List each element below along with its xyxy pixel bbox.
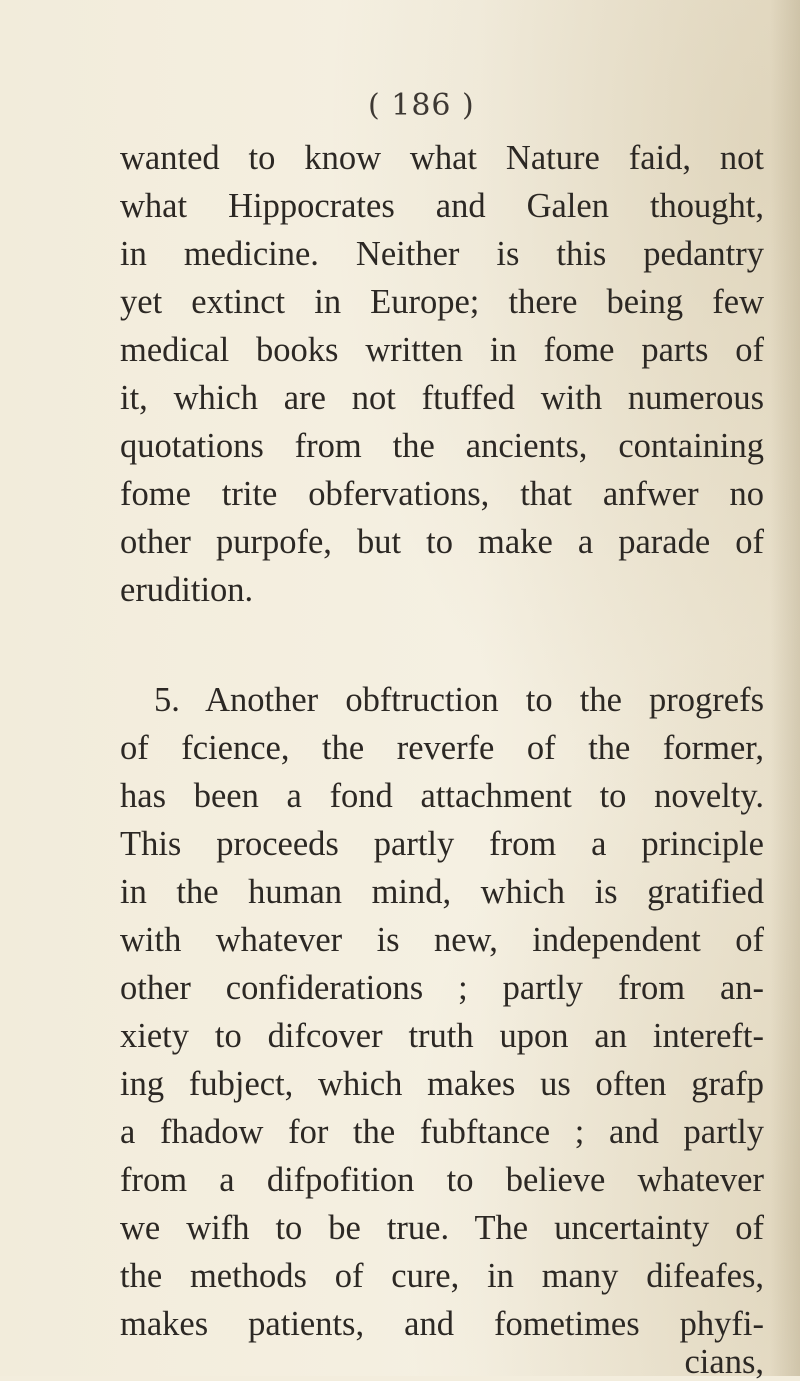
text-line: This proceeds partly from a principle xyxy=(120,825,764,863)
text-line: in the human mind, which is gratified xyxy=(120,873,764,911)
text-line: quotations from the ancients, containing xyxy=(120,427,764,465)
text-line: it, which are not ftuffed with numerous xyxy=(120,379,764,417)
text-line: medical books written in fome parts of xyxy=(120,331,764,369)
text-line: ing fubject, which makes us often grafp xyxy=(120,1065,764,1103)
text-line: a fhadow for the fubftance ; and partly xyxy=(120,1113,764,1151)
text-line: from a difpofition to believe whatever xyxy=(120,1161,764,1199)
text-line: other purpofe, but to make a parade of xyxy=(120,523,764,561)
text-line: erudition. xyxy=(120,571,254,609)
text-line: fome trite obfervations, that anfwer no xyxy=(120,475,764,513)
text-line: of fcience, the reverfe of the former, xyxy=(120,729,764,767)
text-line: wanted to know what Nature faid, not xyxy=(120,139,764,177)
text-line: with whatever is new, independent of xyxy=(120,921,764,959)
text-line: other confiderations ; partly from an- xyxy=(120,969,764,1007)
text-line: what Hippocrates and Galen thought, xyxy=(120,187,764,225)
text-line: makes patients, and fometimes phyfi- xyxy=(120,1305,764,1343)
text-line: yet extinct in Europe; there being few xyxy=(120,283,764,321)
text-line: in medicine. Neither is this pedantry xyxy=(120,235,764,273)
catchword: cians, xyxy=(684,1343,764,1381)
text-line: xiety to difcover truth upon an intereft- xyxy=(120,1017,764,1055)
page-edge-shadow xyxy=(770,0,800,1376)
text-line: we wifh to be true. The uncertainty of xyxy=(120,1209,764,1247)
text-line: has been a fond attachment to novelty. xyxy=(120,777,764,815)
paragraph-start-line: 5. Another obftruction to the progrefs xyxy=(154,681,764,719)
page-number: ( 186 ) xyxy=(368,88,475,123)
text-line: the methods of cure, in many difeafes, xyxy=(120,1257,764,1295)
